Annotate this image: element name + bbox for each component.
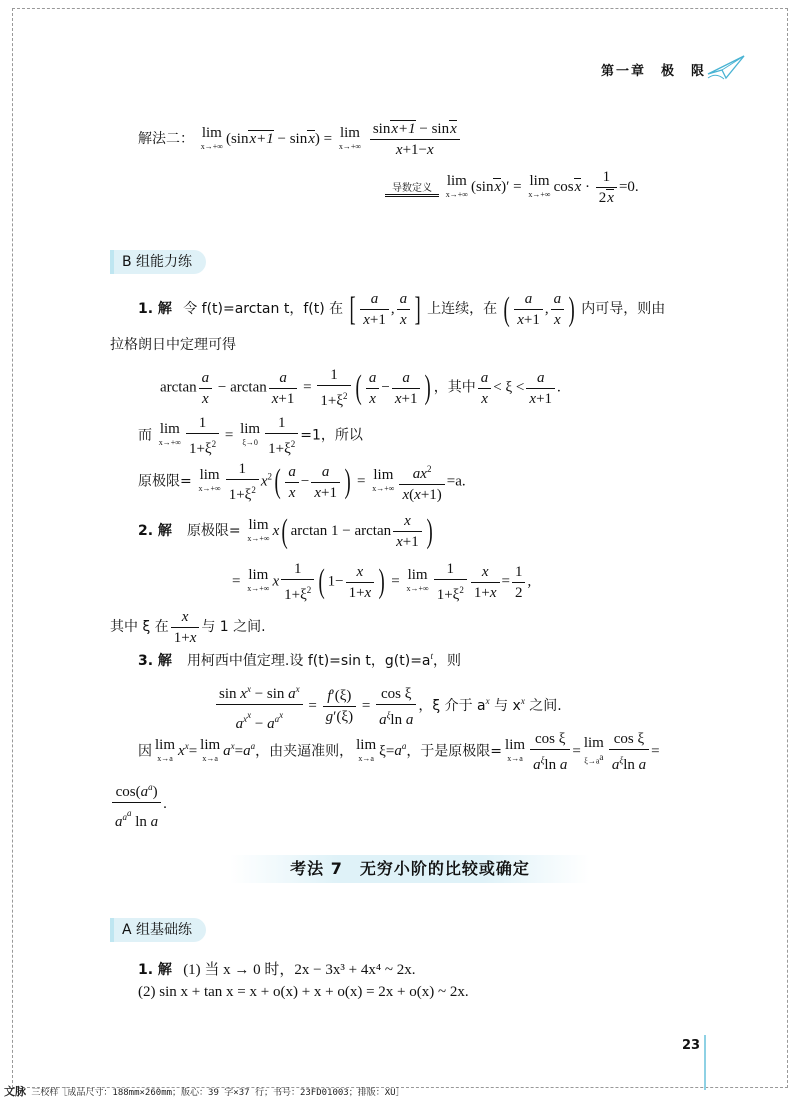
accent-line (704, 1035, 706, 1090)
half-numerator: 1 (512, 563, 526, 583)
a-group-tag: A 组基础练 (110, 918, 206, 942)
p3-sup: t (430, 651, 434, 661)
p3-text-end: ，则 (433, 653, 462, 669)
p1-result: =a. (446, 473, 466, 490)
p1-so: =1，所以 (300, 427, 363, 444)
p3-squeeze: ，由夹逼准则， (255, 743, 354, 760)
p3-text: 用柯西中值定理.设 f(t)=sin t，g(t)=a (186, 653, 431, 669)
p3-number: 3. 解 (138, 653, 172, 669)
p1-eq1: arctan $\frac{a}{x}$ − arctan $\frac{a}{x+1}$ = $\frac{1}{1+\xi^2}$ ( $\frac{a}{x}$ − $\frac{a}{x+1}$ ) ，其中 $\frac{a}{x}$ < ξ < $\frac{a}{x+1}$ . (160, 367, 561, 409)
page-number: 23 (682, 1038, 701, 1053)
p3-thus: ，于是原极限= (406, 743, 503, 760)
p1-eq2: 而 lim x→+∞ $\frac{1}{1+\xi^2}$ = lim ξ→0 $\frac{1}{1+\xi^2}$ =1，所以 (138, 415, 363, 457)
p3-eq3: $\frac{\cos(a^a)}{a^{a^a} \ln a}$ . (110, 778, 167, 831)
p3-between-end: 之间. (524, 697, 562, 714)
p2-between-b: 与 1 之间. (201, 618, 266, 635)
p1-text-a: 令 f(t)=arctan t，f(t) 在 (183, 300, 344, 317)
p2-equals: = (501, 573, 510, 590)
p2-line1: 2. 解 原极限= lim x→+∞ x( arctan 1 − arctan $\frac{x}{x+1}$ ) (138, 512, 433, 550)
section-title: 考法 7 无穷小阶的比较或确定 (230, 855, 590, 883)
p3-between-mid: 与 x (489, 697, 521, 714)
footer (4, 1083, 405, 1099)
p2-between-a: 其中 ξ 在 (110, 618, 169, 635)
p3-line1 (138, 650, 461, 670)
p3-eq2: 因 lim x→a $x^x= \lim$ x→a $a^x=a^a$，由夹逼准则， lim x→a $\xi=a^a$，于是原极限= lim x→a $\frac{\text{cos ξ}}{a^\xi\ln a}$ =lim $\xi\to a^a$ $\frac{\text{cos ξ}}{a^\xi\ln a}$ = (138, 731, 660, 773)
p1-eq3: 原极限= lim x→+∞ $\frac{1}{1+\xi^2}$ $x^2$( $\frac{a}{x}$ − $\frac{a}{x+1}$ ) = lim x→+∞ $\frac{ax^2}{x(x+1)}$ =a. (138, 461, 466, 503)
p1-line2: 拉格朗日中定理可得 (110, 337, 236, 353)
p1-and: 而 (138, 427, 152, 444)
a-p1-number: 1. 解 (138, 962, 172, 978)
a-p1-line2: (2) sin x + tan x = x + o(x) + x + o(x) = 2x + o(x) ~ 2x. (138, 984, 469, 1000)
method2-result: =0. (618, 178, 639, 195)
chapter-header: 第一章 极 限 (600, 64, 706, 79)
method2-line1: 解法二： lim x→+∞ (sinx+1 − sinx) = lim x→+∞ $\frac{\sin x+1 - \sin x}{x+1-x}$ (138, 120, 462, 159)
paper-plane-icon (706, 52, 746, 82)
p1-number: 1. 解 (138, 300, 172, 317)
p3-between: ，ξ 介于 a (418, 697, 486, 714)
half-denominator: 2 (514, 584, 523, 601)
p2-orig: 原极限= (186, 522, 241, 539)
p3-eq1: $\frac{\sin x^x - \sin a^x}{a^{x^x} - a^{a^x}}$ = $\frac{f'(\xi)}{g'(\xi)}$ = $\frac{\text{cos ξ}}{a^\xi\ln a}$ ，ξ 介于 $a^x$ 与 $x^x$ 之间. (214, 680, 562, 733)
footer-info: 三校样［成品尺寸：188mm×260mm；版心：39 字×37 行；书号：23FD01003；排版：XU］ (31, 1088, 405, 1098)
b-group-tag: B 组能力练 (110, 250, 206, 274)
footer-brand: 文脉 (4, 1085, 26, 1098)
p1-text-b: 上连续，在 (427, 300, 498, 317)
a-p1-text1: (1) 当 x → 0 时，2x − 3x³ + 4x⁴ ~ 2x. (183, 962, 416, 978)
p2-line3: 其中 ξ 在 $\frac{x}{1+x}$ 与 1 之间. (110, 609, 266, 646)
method2-label: 解法二： (138, 130, 194, 147)
p1-line1: 1. 解 令 f(t)=arctan t，f(t) 在 [ $\frac{a}{x+1}$ , $\frac{a}{x}$ ] 上连续，在 ( $\frac{a}{x+1}$ , $\frac{a}{x}$ ) 内可导，则由 (138, 290, 666, 328)
a-p1-line1 (138, 958, 415, 979)
deriv-def-label: 导数定义 (392, 182, 432, 194)
p1-orig: 原极限= (138, 473, 192, 490)
p1-where: ，其中 (433, 379, 476, 396)
p1-text-c: 内可导，则由 (581, 300, 666, 317)
method2-line2: 导数定义 lim x→+∞ (sinx)′ = lim x→+∞ cosx · $\frac{1}{2x}$ =0. (385, 168, 639, 207)
p2-number: 2. 解 (138, 522, 172, 539)
p3-because: 因 (138, 743, 152, 760)
p2-line2: = lim x→+∞ x $\frac{1}{1+\xi^2}$ ( 1− $\frac{x}{1+x}$ ) = lim x→+∞ $\frac{1}{1+\xi^2}$ $\frac{x}{1+x}$ = $\frac{1}{2}$ , (232, 561, 532, 603)
